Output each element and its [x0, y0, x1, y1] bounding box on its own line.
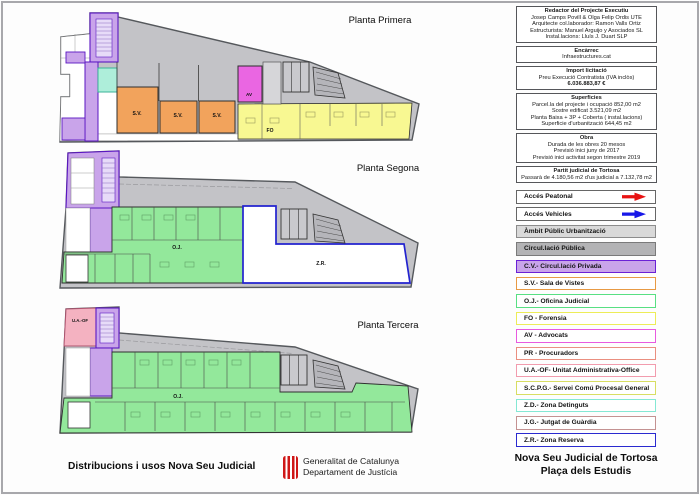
info-box-line: Instal.lacions: Lluís J. Duart SLP [545, 34, 628, 40]
info-box-line: Preu Execució Contratista (IVA inclòs) [538, 74, 635, 81]
stairwell [100, 313, 114, 343]
info-box-line: Josep Camps Povill & Olga Felip Ordis UTE [531, 14, 642, 21]
zone-private-circulation-corridor [90, 208, 112, 252]
elevator-core [281, 209, 307, 239]
stairwell [96, 19, 112, 57]
elevator-core [283, 62, 309, 92]
legend-row [516, 190, 656, 204]
info-box [516, 93, 657, 130]
info-box-title: Import licitació [566, 68, 607, 75]
info-box-line: Infraestructures.cat [562, 54, 611, 61]
left-rooms [66, 348, 90, 396]
legend-row [516, 381, 656, 395]
zone-private-circulation-lower [62, 118, 85, 140]
zone-private-circulation-corridor [90, 348, 112, 396]
info-box [516, 133, 657, 163]
sheet-title-line1: Nova Seu Judicial de Tortosa [514, 453, 658, 464]
legend-label: S.C.P.G.- Servei Comú Procesal General [524, 384, 650, 392]
legend-label: Circul.lació Pública [524, 245, 585, 253]
floor-plan-segona [60, 151, 420, 288]
label-fo: FO [266, 128, 274, 134]
legend-row [516, 294, 656, 308]
legend-row [516, 399, 656, 413]
zone-private-circulation-arm [66, 52, 85, 63]
plan-title-primera: Planta Primera [348, 15, 412, 26]
legend-label: U.A.-OF- Unitat Administrativa-Office [524, 367, 640, 375]
info-box-line: Previsió inici juny de 2017 [553, 148, 620, 155]
pedestrian-access-arrow-icon [622, 192, 646, 201]
legend-label: Accés Peatonal [524, 193, 573, 201]
floor-plan-primera [60, 13, 419, 142]
sheet-title [510, 452, 662, 478]
legend-label: J.G.- Jutgat de Guàrdia [524, 419, 597, 427]
legend-row [516, 260, 656, 274]
label-sv-1: S.V. [132, 111, 142, 117]
gencat-line1: Generalitat de Catalunya [303, 456, 400, 466]
oj-inner-room [68, 402, 90, 428]
elevator-core [281, 355, 307, 385]
info-box-title: Partit judicial de Tortosa [553, 168, 620, 175]
zone-forensia [238, 103, 412, 139]
gencat-line2: Departament de Justícia [303, 466, 398, 477]
gencat-text [303, 456, 399, 477]
label-uaof: U.A.-OF [72, 318, 88, 323]
info-box-title: Obra [579, 135, 594, 142]
legend-label: O.J.- Oficina Judicial [524, 297, 590, 305]
zone-private-circulation-corridor [85, 62, 98, 141]
info-box-line: Planta Baixa + 3P + Coberta ( instal.lacions) [530, 114, 643, 121]
legend-label: Z.D.- Zona Detinguts [524, 401, 589, 409]
plan-title-tercera: Planta Tercera [357, 320, 419, 331]
oj-inner-room [66, 255, 88, 282]
info-box-line: Previsió inici activitat segon trimestre 2019 [532, 154, 641, 161]
gencat-logo-block [283, 456, 399, 479]
label-sv-2: S.V. [173, 113, 183, 119]
legend-row [516, 207, 656, 221]
left-rooms [66, 208, 90, 252]
info-box-line: Sostre edificat 3.521,09 m2 [551, 108, 622, 115]
drawing-title: Distribucions i usos Nova Seu Judicial [68, 461, 256, 472]
label-sv-3: S.V. [212, 113, 222, 119]
legend-label: Accés Vehicles [524, 210, 572, 218]
legend [516, 190, 656, 451]
legend-row [516, 312, 656, 326]
info-box-line: Passarà de 4.180,56 m2 d'us judicial a 7.132,78 m2 [521, 174, 652, 181]
legend-row [516, 277, 656, 291]
info-box-line: 6.036.883,87 € [567, 81, 606, 88]
legend-label: C.V.- Circul.lació Privada [524, 262, 602, 270]
info-box-line: Estructurista: Manuel Arguijo y Asociados SL [530, 27, 643, 34]
legend-label: PR - Procuradors [524, 349, 579, 357]
zone-sala-vistes-1 [117, 87, 158, 133]
info-box [516, 166, 657, 183]
legend-row [516, 242, 656, 256]
service-rooms [263, 62, 281, 104]
info-box [516, 66, 657, 90]
legend-label: Àmbit Públic Urbanització [524, 228, 606, 236]
label-oj: O.J. [173, 394, 183, 400]
info-box-title: Redactor del Projecte Executiu [544, 8, 629, 14]
info-box-line: Durada de les obres 20 mesos [547, 141, 626, 148]
info-box-line: Arquitecte col.laborador: Ramon Valls Ortiz [532, 21, 641, 27]
legend-row [516, 347, 656, 361]
legend-row [516, 329, 656, 343]
zone-oficina-judicial [60, 352, 412, 433]
label-zr: Z.R. [316, 261, 326, 267]
info-box-line: Parcel.la del projecte i ocupació 852,00 m2 [532, 101, 641, 108]
vehicle-access-arrow-icon [622, 210, 646, 219]
legend-row [516, 364, 656, 378]
info-box-line: Superficie d'urbanització 644,45 m2 [541, 121, 632, 128]
info-box [516, 46, 657, 63]
generalitat-logo-icon [283, 456, 298, 479]
legend-row [516, 433, 656, 447]
zone-detinguts-room [98, 68, 117, 92]
legend-label: AV - Advocats [524, 332, 568, 340]
floor-plan-tercera [60, 307, 419, 433]
sheet-title-line2: Plaça dels Estudis [540, 466, 632, 478]
legend-row [516, 225, 656, 239]
stairwell [102, 158, 115, 202]
legend-row [516, 416, 656, 430]
plan-title-segona: Planta Segona [356, 163, 420, 174]
legend-label: FO - Forensia [524, 314, 567, 322]
legend-label: S.V.- Sala de Vistes [524, 280, 585, 288]
project-info-panel [516, 6, 657, 187]
label-oj: O.J. [172, 245, 182, 251]
info-box-title: Superficies [571, 95, 602, 102]
zone-unitat-administrativa [64, 308, 96, 346]
info-box [516, 6, 657, 43]
info-box-title: Encàrrec [574, 47, 599, 54]
label-av: AV [245, 92, 253, 97]
legend-label: Z.R.- Zona Reserva [524, 436, 584, 444]
